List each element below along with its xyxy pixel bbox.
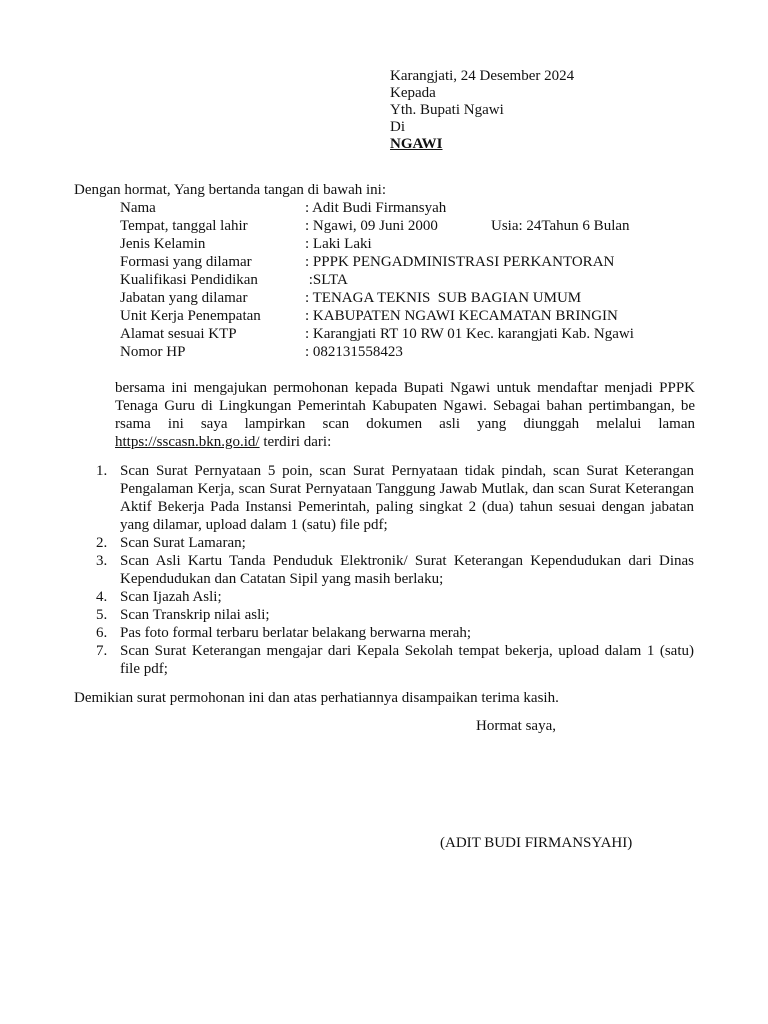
field-label: Alamat sesuai KTP <box>120 326 237 342</box>
address-block <box>390 68 574 153</box>
list-item <box>96 606 694 624</box>
field-row-formasi <box>120 253 720 271</box>
list-number: 1. <box>96 463 108 479</box>
list-text: Scan Surat Keterangan mengajar dari Kepala Sekolah tempat bekerja, upload dalam 1 (satu) file pdf; <box>120 643 694 677</box>
kepada-label: Kepada <box>390 85 436 101</box>
recipient: Yth. Bupati Ngawi <box>390 102 504 118</box>
signature-name: (ADIT BUDI FIRMANSYAHI) <box>440 835 633 851</box>
list-text: Scan Asli Kartu Tanda Penduduk Elektronik/ Surat Keterangan Kependudukan dari Dinas Kependudukan dan Catatan Sipil yang masih berlaku; <box>120 553 694 587</box>
field-row-ttl <box>120 217 720 235</box>
field-value: : Karangjati RT 10 RW 01 Kec. karangjati Kab. Ngawi <box>305 326 634 342</box>
field-value: :SLTA <box>305 272 348 288</box>
field-row-alamat <box>120 325 720 343</box>
sscasn-link[interactable]: https://sscasn.bkn.go.id/ <box>115 434 260 450</box>
signature-salutation: Hormat saya, <box>476 718 556 734</box>
field-value: : Adit Budi Firmansyah <box>305 200 447 216</box>
field-value: : KABUPATEN NGAWI KECAMATAN BRINGIN <box>305 308 618 324</box>
field-label: Nama <box>120 200 156 216</box>
body-paragraph <box>115 379 695 451</box>
field-label: Nomor HP <box>120 344 186 360</box>
closing-sentence: Demikian surat permohonan ini dan atas perhatiannya disampaikan terima kasih. <box>74 690 559 706</box>
document-list <box>96 462 694 678</box>
body-text-end: terdiri dari: <box>259 434 332 450</box>
list-text: Scan Ijazah Asli; <box>120 589 222 605</box>
field-value: : 082131558423 <box>305 344 403 360</box>
list-item <box>96 552 694 588</box>
field-label: Kualifikasi Pendidikan <box>120 272 258 288</box>
field-label: Jenis Kelamin <box>120 236 206 252</box>
field-row-kualifikasi <box>120 271 720 289</box>
applicant-fields <box>120 199 720 361</box>
list-item <box>96 588 694 606</box>
list-item <box>96 642 694 678</box>
list-number: 2. <box>96 535 108 551</box>
list-item <box>96 624 694 642</box>
field-age: Usia: 24Tahun 6 Bulan <box>491 218 630 234</box>
list-item <box>96 534 694 552</box>
di-label: Di <box>390 119 405 135</box>
field-row-jabatan <box>120 289 720 307</box>
list-text: Scan Transkrip nilai asli; <box>120 607 270 623</box>
field-label: Unit Kerja Penempatan <box>120 308 261 324</box>
list-text: Scan Surat Lamaran; <box>120 535 246 551</box>
field-value: : Laki Laki <box>305 236 372 252</box>
place-date: Karangjati, 24 Desember 2024 <box>390 68 575 84</box>
list-number: 6. <box>96 625 108 641</box>
list-number: 5. <box>96 607 108 623</box>
field-row-nomor-hp <box>120 343 720 361</box>
list-number: 7. <box>96 643 108 659</box>
greeting: Dengan hormat, Yang bertanda tangan di bawah ini: <box>74 182 387 198</box>
field-label: Jabatan yang dilamar <box>120 290 248 306</box>
list-number: 3. <box>96 553 108 569</box>
list-text: Scan Surat Pernyataan 5 poin, scan Surat Pernyataan tidak pindah, scan Surat Keterangan Pengalaman Kerja, scan Surat Pernyataan Tanggung Jawab Mutlak, dan scan Surat Keterangan Aktif Bekerja Pada Instansi Pemerintah, paling singkat 2 (dua) tahun sesuai dengan jabatan yang dilamar, upload dalam 1 (satu) file pdf; <box>120 463 694 533</box>
list-item <box>96 462 694 534</box>
recipient-city: NGAWI <box>390 136 443 152</box>
field-label: Formasi yang dilamar <box>120 254 252 270</box>
field-value: : TENAGA TEKNIS SUB BAGIAN UMUM <box>305 290 582 306</box>
field-row-nama <box>120 199 720 217</box>
field-value: : PPPK PENGADMINISTRASI PERKANTORAN <box>305 254 615 270</box>
field-label: Tempat, tanggal lahir <box>120 218 248 234</box>
field-row-jenis-kelamin <box>120 235 720 253</box>
list-number: 4. <box>96 589 108 605</box>
body-text: bersama ini mengajukan permohonan kepada Bupati Ngawi untuk mendaftar menjadi PPPK Tenaga Guru di Lingkungan Pemerintah Kabupaten Ngawi. Sebagai bahan pertimbangan, be rsama ini saya lampirkan scan dokumen asli yang diunggah melalui laman <box>115 380 695 432</box>
list-text: Pas foto formal terbaru berlatar belakang berwarna merah; <box>120 625 472 641</box>
field-row-unit-kerja <box>120 307 720 325</box>
field-value: : Ngawi, 09 Juni 2000 <box>305 218 438 234</box>
